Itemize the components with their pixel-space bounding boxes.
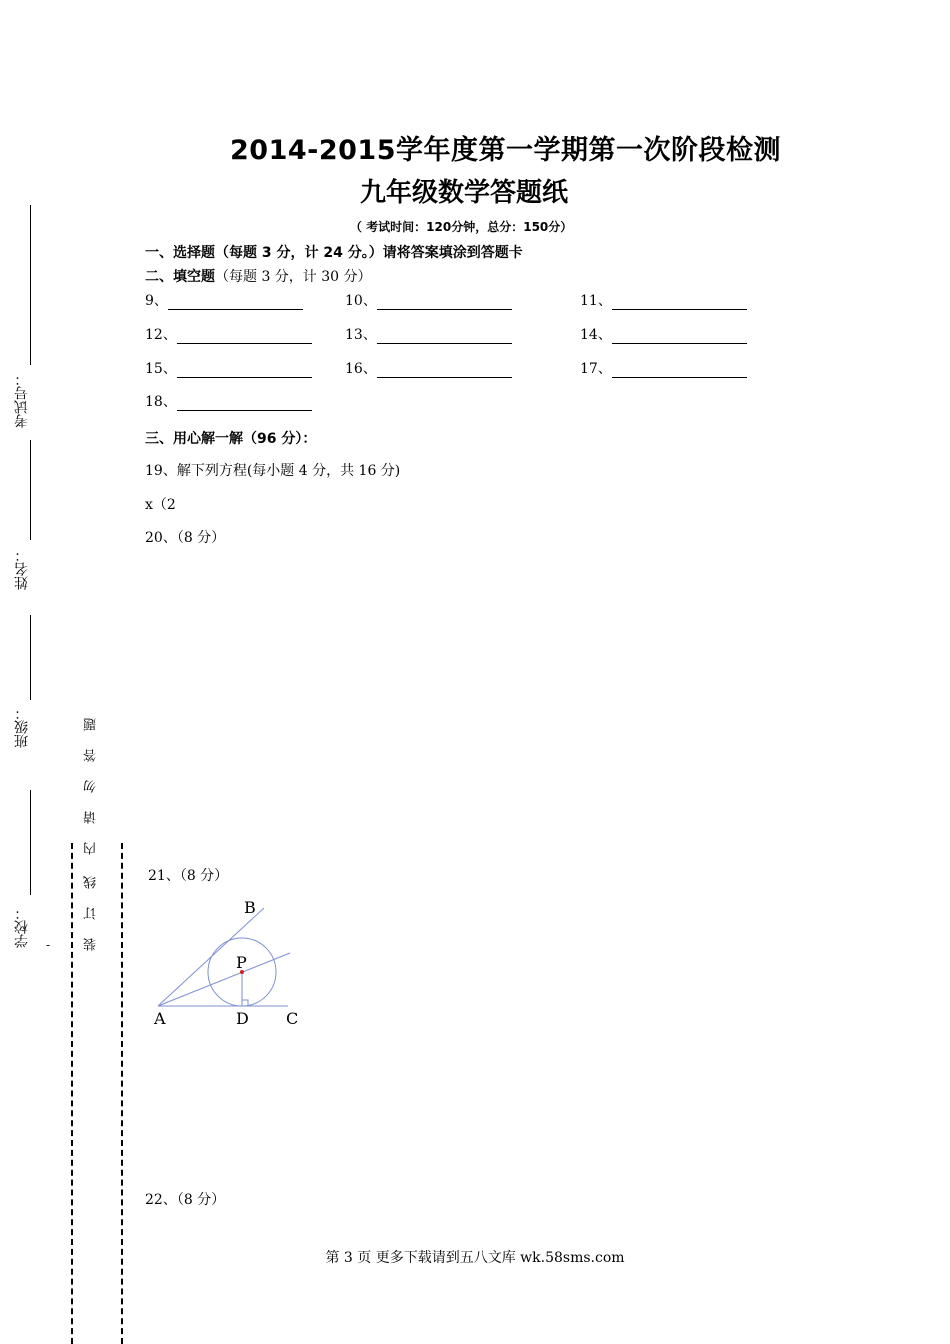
blank-14[interactable] [580, 324, 747, 344]
name-label: 姓名： [14, 548, 30, 590]
blank-label: 13、 [345, 327, 377, 343]
section-fill-heading: 二、填空题 [145, 269, 215, 285]
page-footer: 第 3 页 更多下载请到五八文库 wk.58sms.com [325, 1250, 625, 1266]
answer-line[interactable] [612, 295, 747, 310]
section-choice [145, 242, 523, 262]
section-fill [145, 266, 372, 286]
blank-label: 16、 [345, 361, 377, 377]
section-solve [145, 428, 316, 448]
question-19: 19、解下列方程(每小题 4 分，共 16 分) [145, 463, 401, 479]
label-p: P [236, 953, 247, 972]
class-line[interactable] [30, 615, 31, 700]
blank-label: 9、 [145, 293, 168, 309]
question-20: 20、（8 分） [145, 530, 226, 546]
answer-line[interactable] [177, 363, 312, 378]
question-21: 21、（8 分） [148, 868, 229, 884]
dash-mark: - [46, 938, 51, 952]
exam-no-label: 考试号： [14, 372, 30, 428]
label-a: A [154, 1009, 166, 1028]
blank-15[interactable] [145, 358, 312, 378]
geometry-figure [140, 890, 320, 1040]
answer-line[interactable] [377, 295, 512, 310]
answer-line[interactable] [612, 329, 747, 344]
blank-label: 18、 [145, 394, 177, 410]
blank-13[interactable] [345, 324, 512, 344]
exam-title: 2014-2015学年度第一学期第一次阶段检测 [230, 135, 781, 166]
blank-10[interactable] [345, 290, 512, 310]
blank-12[interactable] [145, 324, 312, 344]
blank-17[interactable] [580, 358, 747, 378]
section-solve-heading: 三、用心解一解（96 分）： [145, 431, 317, 447]
blank-16[interactable] [345, 358, 512, 378]
blank-9[interactable] [145, 290, 303, 310]
binding-dashed-line-right [121, 843, 123, 1344]
blank-label: 17、 [580, 361, 612, 377]
answer-line[interactable] [377, 329, 512, 344]
class-label: 班级： [14, 706, 30, 748]
label-d: D [236, 1009, 249, 1028]
exam-no-line[interactable] [30, 205, 31, 365]
binding-warning-lower: 装订线 [84, 858, 99, 951]
name-line[interactable] [30, 440, 31, 540]
answer-line[interactable] [377, 363, 512, 378]
label-c: C [286, 1009, 299, 1028]
binding-dashed-line-left [71, 843, 73, 1344]
school-line[interactable] [30, 790, 31, 895]
blank-11[interactable] [580, 290, 747, 310]
answer-line[interactable] [168, 295, 303, 310]
answer-line[interactable] [612, 363, 747, 378]
answer-line[interactable] [177, 396, 312, 411]
sheet-subtitle: 九年级数学答题纸 [360, 178, 569, 208]
binding-warning-upper: 内请勿答题 [84, 700, 99, 855]
blank-label: 11、 [580, 293, 612, 309]
blank-label: 10、 [345, 293, 377, 309]
right-angle-mark [242, 1000, 248, 1006]
school-label: 学校： [14, 906, 30, 948]
question-19-line: x（2 [145, 497, 176, 513]
blank-label: 14、 [580, 327, 612, 343]
question-22: 22、（8 分） [145, 1192, 226, 1208]
label-b: B [244, 898, 256, 917]
line-ap [158, 953, 290, 1006]
answer-line[interactable] [177, 329, 312, 344]
blank-label: 15、 [145, 361, 177, 377]
exam-time-note: （ 考试时间：120分钟，总分：150分） [350, 220, 573, 234]
blank-18[interactable] [145, 391, 312, 411]
section-fill-detail: （每题 3 分，计 30 分） [215, 269, 372, 285]
blank-label: 12、 [145, 327, 177, 343]
section-choice-text: 一、选择题（每题 3 分，计 24 分。）请将答案填涂到答题卡 [145, 245, 523, 261]
